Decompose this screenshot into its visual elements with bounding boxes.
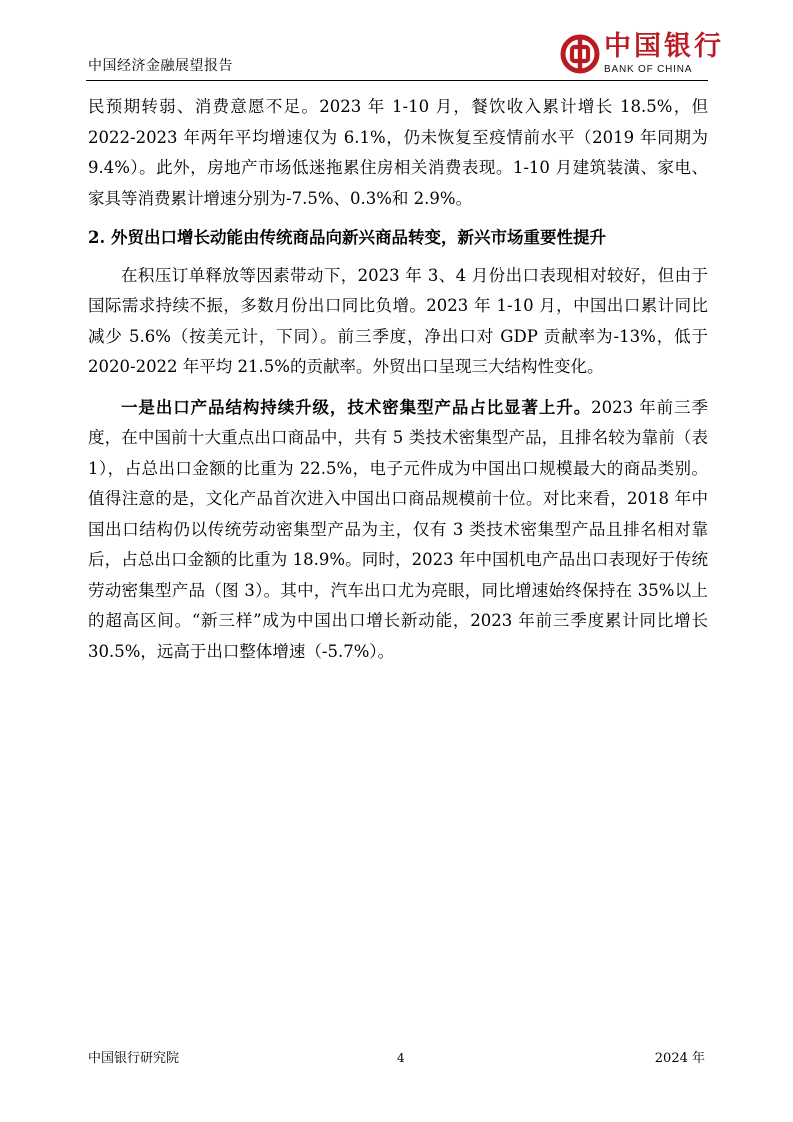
paragraph-export-structure [88, 393, 708, 668]
report-body [88, 92, 708, 667]
page-number: 4 [397, 1051, 405, 1065]
paragraph-consumption: 民预期转弱、消费意愿不足。2023 年 1-10 月，餐饮收入累计增长 18.5%，但 2022-2023 年两年平均增速仅为 6.1%，仍未恢复至疫情前水平（2019 年同期为 9.4%）。此外，房地产市场低迷拖累住房相关消费表现。1-10 月建筑装潢、家电、家具等消费累计增速分别为-7.5%、0.3%和 2.9%。 [88, 97, 708, 208]
header-divider [86, 80, 708, 81]
paragraph-exports-overview: 在积压订单释放等因素带动下，2023 年 3、4 月份出口表现相对较好，但由于国际需求持续不振，多数月份出口同比负增。2023 年 1-10 月，中国出口累计同比减少 5.6%（按美元计，下同）。前三季度，净出口对 GDP 贡献率为-13%，低于 2020-2022 年平均 21.5%的贡献率。外贸出口呈现三大结构性变化。 [88, 265, 708, 376]
paragraph-lead-sentence: 一是出口产品结构持续升级，技术密集型产品占比显著上升。 [121, 397, 592, 417]
logo-chinese-text: 中国银行 [604, 31, 724, 62]
footer-organization: 中国银行研究院 [88, 1051, 180, 1066]
bank-of-china-emblem-icon [560, 34, 600, 74]
section-heading-exports: 2. 外贸出口增长动能由传统商品向新兴商品转变，新兴市场重要性提升 [88, 228, 606, 247]
paragraph-gap [88, 383, 708, 393]
bank-logo [560, 30, 724, 80]
report-title: 中国经济金融展望报告 [88, 58, 233, 74]
paragraph-body-text: 2023 年前三季度，在中国前十大重点出口商品中，共有 5 类技术密集型产品，且排名较为靠前（表 1），占总出口金额的比重为 22.5%，电子元件成为中国出口规模最大的商品类别。值得注意的是，文化产品首次进入中国出口商品规模前十位。对比来看，2018 年中国出口结构仍以传统劳动密集型产品为主，仅有 3 类技术密集型产品且排名相对靠后，占总出口金额的比重为 18.9%。同时，2023 年中国机电产品出口表现好于传统劳动密集型产品（图 3）。其中，汽车出口尤为亮眼，同比增速始终保持在 35%以上的超高区间。“新三样”成为中国出口增长新动能，2023 年前三季度累计同比增长 30.5%，远高于出口整体增速（-5.7%）。 [88, 397, 708, 661]
footer-year: 2024 年 [654, 1051, 705, 1066]
logo-english-text: BANK OF CHINA [604, 64, 693, 75]
